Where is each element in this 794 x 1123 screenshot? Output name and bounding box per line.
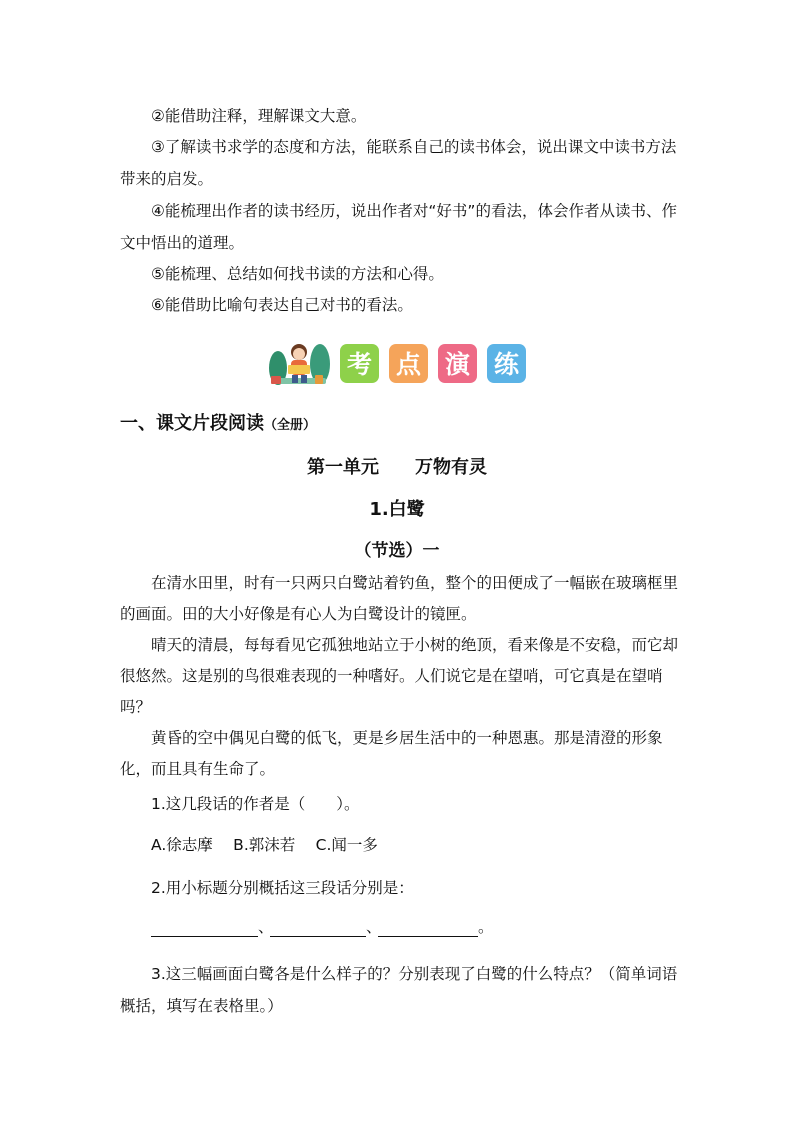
banner-char-4: 练 [487, 344, 526, 383]
section-heading [120, 409, 316, 435]
blank-separator: 、 [366, 918, 382, 936]
objective-3: ③了解读书求学的态度和方法，能联系自己的读书体会，说出课文中读书方法带来的启发。 [120, 138, 677, 188]
banner-char-2: 点 [389, 344, 428, 383]
objective-5: ⑤能梳理、总结如何找书读的方法和心得。 [151, 265, 444, 283]
excerpt-label: （节选）一 [354, 541, 440, 561]
answer-blanks [151, 915, 494, 937]
question-2: 2.用小标题分别概括这三段话分别是： [151, 879, 414, 897]
objective-4: ④能梳理出作者的读书经历，说出作者对“好书”的看法，体会作者从读书、作文中悟出的道理。 [120, 202, 677, 252]
section-title: 一、课文片段阅读 [120, 413, 264, 434]
objective-2: ②能借助注释，理解课文大意。 [151, 107, 367, 125]
practice-banner [268, 338, 526, 388]
banner-char-3: 演 [438, 344, 477, 383]
unit-title: 第一单元 万物有灵 [307, 457, 487, 478]
blank-separator: 。 [478, 918, 494, 936]
question-3: 3.这三幅画面白鹭各是什么样子的？分别表现了白鹭的什么特点？（简单词语概括，填写在表格里。） [120, 965, 678, 1015]
question-1-options: A.徐志摩 B.郭沫若 C.闻一多 [151, 836, 378, 854]
question-1: 1.这几段话的作者是（ ）。 [151, 795, 360, 813]
objective-6: ⑥能借助比喻句表达自己对书的看法。 [151, 296, 413, 314]
section-note: （全册） [264, 418, 317, 433]
passage-paragraph-1: 在清水田里，时有一只两只白鹭站着钓鱼，整个的田便成了一幅嵌在玻璃框里的画面。田的大小好像是有心人为白鹭设计的镜匣。 [120, 574, 679, 623]
banner-char-1: 考 [340, 344, 379, 383]
reading-girl-icon [268, 338, 330, 388]
passage-paragraph-2: 晴天的清晨，每每看见它孤独地站立于小树的绝顶，看来像是不安稳，而它却很悠然。这是别的鸟很难表现的一种嗜好。人们说它是在望哨，可它真是在望哨吗？ [120, 636, 679, 716]
passage-paragraph-3: 黄昏的空中偶见白鹭的低飞，更是乡居生活中的一种恩惠。那是清澄的形象化，而且具有生命了。 [120, 729, 663, 778]
blank-separator: 、 [258, 918, 274, 936]
answer-blank-1[interactable] [151, 918, 258, 937]
answer-blank-3[interactable] [378, 918, 478, 937]
answer-blank-2[interactable] [270, 918, 366, 937]
lesson-title: 1.白鹭 [369, 499, 425, 520]
